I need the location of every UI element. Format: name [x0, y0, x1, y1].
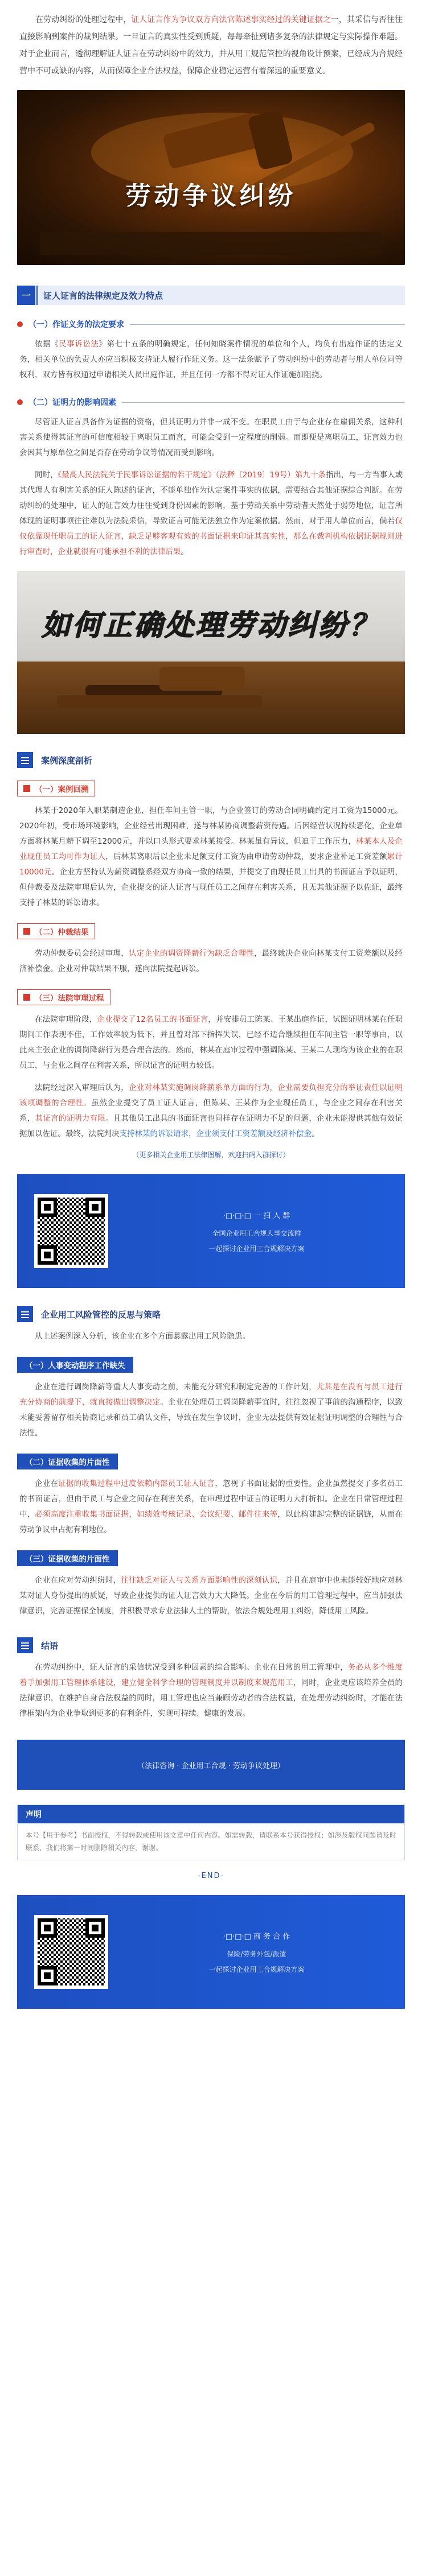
square-icon — [23, 928, 30, 935]
text: 》第七十五条的明确规定，任何知晓案件情况的单位和个人，均负有出庭作证的法定义务，相关单位的负责人亦应当积极支持证人履行作证义务。这一法条赋予了劳动纠纷中的劳动者与用人单位同等权利，双方皆有权通过申请相关人员出庭作证，并且任何一方都不得对证人作证施加阻挠。 — [19, 340, 403, 379]
divider — [122, 402, 405, 403]
highlight: 累计10000元 — [19, 852, 403, 877]
paragraph — [0, 796, 422, 911]
text: ，并且在庭审中也未能较好地应对林某对证人身份提出的质疑，导致企业提供的证人证言效力大大降低。企业在今后的用工管理过程中，应当加强法律意识，完善证据保全制度，并积极寻求专业法律人士的帮助，依法合规处理用工纠纷，降低用工风险。 — [19, 1576, 403, 1616]
text: ，同时，企业更应该培养全员的法律意识，在维护自身合法权益的同时，用工管理也应当兼顾劳动者的合法权益，在处理劳动纠纷时，才能在法律框架内为企业争取到更多的有利条件，实现可持续、健康的发展。 — [19, 1678, 403, 1718]
text: ，最终裁决企业向林某支付工资差额以及经济补偿金。企业对仲裁结果不服，遂向法院提起诉讼。 — [19, 949, 403, 973]
list-icon — [17, 1637, 33, 1653]
section-title: 企业用工风险管控的反思与策略 — [41, 1309, 161, 1320]
qr-text — [108, 1209, 405, 1253]
subheading-3-2: （二）证据收集的片面性 — [17, 1454, 118, 1469]
qr-slogan: 一起探讨企业用工合规解决方案 — [208, 1244, 305, 1253]
text: 企业在进行调岗降薪等重大人事变动之前，未能充分研究和制定完善的工作计划， — [35, 1382, 317, 1392]
text: 。且其他员工出具的书面证言也同样存在证明力不足的问题，企业未能提供其他有效证据加以佐证。最终，法院判决 — [19, 1114, 403, 1138]
qr-corner — [85, 1198, 105, 1217]
list-icon — [17, 1306, 33, 1322]
text: 依据《 — [35, 340, 59, 349]
end-mark: -END- — [197, 1872, 225, 1880]
highlight: 必须高度注重收集书面证据，如绩效考核记录、会议纪要、邮件往来等 — [35, 1510, 278, 1519]
highlight: 尤其是在没有与员工进行充分协商的前提下，就直接做出调整决定 — [19, 1382, 403, 1407]
text: ，后林某离职后以企业未足额支付工资为由申请劳动仲裁，要求企业补足工资差额 — [105, 852, 387, 861]
subheading-3-3: （三）证据收集的片面性 — [17, 1550, 118, 1566]
paragraph — [0, 1469, 422, 1538]
section-heading-1 — [17, 286, 405, 305]
text: 指出，与一方当事人或其代理人有利害关系的证人陈述的证言，不能单独作为认定案件事实的依据，需要结合其他证据综合判断。在劳动纠纷的处理中，证人的证言效力往往受到身份因素的影响，基于劳动关系中劳动者天然处于弱势地位，证言所体现的证明事项往往难以为法院采信，导致证言可能无法独立作为定案依据。然而，对于用人单位而言，倘若 — [19, 470, 403, 526]
text: 同时， — [35, 470, 58, 480]
paragraph — [0, 1074, 422, 1142]
law-citation: 《最高人民法院关于民事诉讼证据的若干规定》（法释〔2019〕19号）第九十条 — [58, 470, 326, 480]
section-heading-4 — [17, 1637, 405, 1653]
endnote-banner: （法律咨询 · 企业用工合规 · 劳动争议处理） — [17, 1740, 405, 1790]
highlight: 企业对林某实施调岗降薪系单方面的行为，企业需要负担充分的举证责任以证明该项调整的合理性。 — [19, 1083, 403, 1108]
section-number: 一 — [17, 286, 35, 305]
qr-text — [108, 1930, 405, 1974]
bullet-icon — [17, 321, 23, 327]
section-heading-2 — [17, 752, 405, 768]
paragraph — [0, 330, 422, 383]
text: 。企业方坚持认为薪资调整系经双方协商一致的结果，并提交了由现任员工出具的书面证言予以证明，但仲裁委及法院审理后认为，企业提交的证人证言与现任员工之间存在利害关系，且无其他证据予以佐证，最终支持了林某的诉讼请求。 — [19, 868, 403, 907]
text: ，以此构建起完整的证据链，从而在劳动争议中占据有利地位。 — [19, 1510, 403, 1534]
qr-corner — [38, 1966, 57, 1985]
section-title: 案例深度剖析 — [41, 755, 93, 766]
qr-card-group-2 — [17, 1895, 405, 2009]
text: 企业在应对劳动纠纷时， — [35, 1576, 121, 1585]
qr-corner — [38, 1918, 57, 1938]
paragraph — [0, 1005, 422, 1074]
subheading-text: （一）作证义务的法定要求 — [28, 320, 124, 329]
qr-subtitle: 保险/劳务外包/派遣 — [227, 1950, 286, 1958]
highlight: 林某本人及企业现任员工均可作为证人 — [19, 837, 403, 861]
article-image — [17, 571, 405, 734]
text: 林某于2020年入职某制造企业，担任车间主管一职，与企业签订的劳动合同明确约定月工资为15000元。2020年初，受市场环境影响，企业经营出现困难，遂与林某协商调整薪资待遇。后因经营状况持续恶化，企业单方面将林某月薪下调至12000元，并以口头形式要求林某接受。林某虽有异议，但迫于工作压力， — [19, 806, 403, 846]
intro-paragraph — [0, 0, 422, 82]
image-title: 如何正确处理劳动纠纷？ — [42, 608, 380, 642]
case-tag-1 — [17, 781, 95, 796]
hero-title: 劳动争议纠纷 — [125, 181, 297, 210]
highlight: 证据的收集过程中过度依赖内部员工证人证言 — [58, 1479, 215, 1488]
section-heading-3 — [17, 1306, 405, 1322]
qr-corner — [38, 1245, 57, 1265]
section-title: 证人证言的法律规定及效力特点 — [43, 290, 163, 301]
gavel-illustration — [17, 571, 405, 734]
qr-caption: （更多相关企业用工法律图解，欢迎扫码入群探讨） — [132, 1151, 290, 1159]
highlight-blue: 支持林某的诉讼请求，企业须支付工资差额及经济补偿金。 — [119, 1129, 319, 1138]
paragraph — [0, 461, 422, 560]
text: 在法院审理阶段， — [35, 1015, 97, 1024]
tag-text: （一）案例回溯 — [35, 785, 89, 794]
paragraph — [0, 939, 422, 977]
qr-pattern — [38, 1918, 105, 1985]
declaration-box — [17, 1805, 405, 1860]
highlight: 务必从多个维度着手加强用工管理体系建设，建立健全科学合理的管理制度并以制度来规范用工 — [19, 1663, 403, 1687]
paragraph — [0, 1653, 422, 1722]
highlight: 仅仅依靠现任职员工的证人证言，缺乏足够客观有效的书面证据来印证其真实性，那么在裁判机构依据证据规则进行审查时，企业就很有可能承担不利的法律后果 — [19, 517, 403, 556]
square-icon — [23, 994, 30, 1001]
text: 在劳动纠纷中，证人证言的采信状况受到多种因素的综合影响。企业在日常的用工管理中， — [35, 1663, 348, 1672]
subheading-1-2 — [17, 397, 405, 408]
qr-corner — [85, 1918, 105, 1938]
text: 。企业在处理员工调岗降薪事宜时，往往忽视了事前的沟通程序，以致未能妥善留存相关协商记录和员工确认文件，导致在发生争议时，企业无法提供有效证据证明调整的合理性与合法性。 — [19, 1398, 403, 1438]
tag-text: （二）仲裁结果 — [35, 928, 89, 937]
paragraph — [0, 1566, 422, 1619]
square-icon — [23, 785, 30, 792]
text: 企业在 — [35, 1479, 59, 1488]
case-tag-2 — [17, 923, 95, 939]
intro-text: 在劳动纠纷的处理过程中， — [35, 15, 132, 24]
list-icon — [17, 752, 33, 768]
case-tag-3 — [17, 989, 110, 1005]
subheading-3-1: （一）人事变动程序工作缺失 — [17, 1357, 133, 1373]
highlight: 其证言的证明力有限 — [35, 1114, 106, 1123]
qr-code[interactable] — [34, 1915, 108, 1989]
text: ，忽视了书面证据的重要性。企业虽然提交了多名员工的书面证言，但由于员工与企业之间存在利害关系，在审理过程中证言的证明力大打折扣。企业在日常管理过程中， — [19, 1479, 403, 1519]
paragraph: 尽管证人证言具备作为证据的资格，但其证明力并非一成不变。在职员工由于与企业存在雇佣关系，这种利害关系使得其证言的可信度相较于离职员工而言，可能会受到一定程度的削弱。而即便是离职员工，证言效力也会因其与原单位之间是否存在劳动争议等情况而受到影响。 — [19, 418, 403, 457]
paragraph — [0, 1373, 422, 1441]
text: ，并安排员工陈某、王某出庭作证，试图证明林某在任职期间工作表现不佳，工作效率较为低下，并且曾对部下指挥失误，已经不适合继续担任车间主管一职等事由，以此来主张企业的调岗降薪行为是合理合法的。然而，林某在庭审过程中强调陈某、王某二人现均为该企业的在职员工，与企业之间存在利害关系，所以证言的证明力较低。 — [19, 1015, 403, 1070]
section-title: 结语 — [41, 1640, 59, 1651]
qr-corner — [38, 1198, 57, 1217]
qr-title: ·□·□·□ 商 务 合 作 — [223, 1932, 290, 1941]
divider — [130, 324, 405, 325]
qr-card-group — [17, 1174, 405, 1288]
hero-image — [17, 90, 405, 265]
highlight: 企业提交了12名员工的书面证言 — [97, 1015, 208, 1024]
declaration-title: 声明 — [18, 1805, 404, 1823]
text: 法院经过深入审理后认为， — [35, 1083, 129, 1092]
subheading-1-1 — [17, 319, 405, 330]
highlight: 认定企业的调资降薪行为缺乏合理性 — [129, 949, 254, 958]
qr-slogan: 一起探讨企业用工合规解决方案 — [208, 1965, 305, 1974]
qr-title: ·□·□·□ 一 扫 入 群 — [223, 1211, 290, 1220]
subheading-text: （二）证明力的影响因素 — [28, 398, 116, 407]
highlight: 往往缺乏对证人与关系方面影响性的深刻认识 — [121, 1576, 278, 1585]
tag-text: （三）法院审理过程 — [35, 994, 104, 1003]
law-name: 民事诉讼法 — [59, 340, 99, 349]
qr-pattern — [38, 1198, 105, 1265]
qr-code[interactable] — [34, 1194, 108, 1268]
text: 劳动仲裁委员会经过审理， — [35, 949, 129, 958]
paragraph: 从上述案例深入分析，该企业在多个方面暴露出用工风险隐患。 — [35, 1332, 250, 1341]
divider — [36, 286, 38, 305]
intro-highlight: 证人证言作为争议双方向法官陈述事实经过的关键证据之一 — [131, 15, 339, 24]
qr-subtitle: 全国企业用工合规人事交流群 — [212, 1229, 301, 1237]
declaration-body: 本号【用于参考】书面授权，不得转载或使用该文章中任何内容。如需转载，请联系本号获得授权；如涉及版权问题请及时联系，我们将第一时间删除相关内容，谢谢。 — [26, 1831, 396, 1852]
text: 虽然企业提交了员工证人证言，但陈某、王某作为企业现任员工，与企业之间存在利害关系， — [19, 1099, 403, 1123]
text: 。 — [181, 547, 189, 556]
intro-text-end: ，其采信与否往往直接影响到案件的裁判结果。一旦证言的真实性受到质疑，每每牵扯到诸多复杂的法律规定与实际操作难题。对于企业而言，透彻理解证人证言在劳动纠纷中的效力，并从用工规范管控的视角设计预案，已经成为合规经营中不可或缺的内容，从而保障企业合法权益，保障企业稳定运营有着深远的重要意义。 — [19, 15, 403, 76]
bullet-icon — [17, 399, 23, 405]
